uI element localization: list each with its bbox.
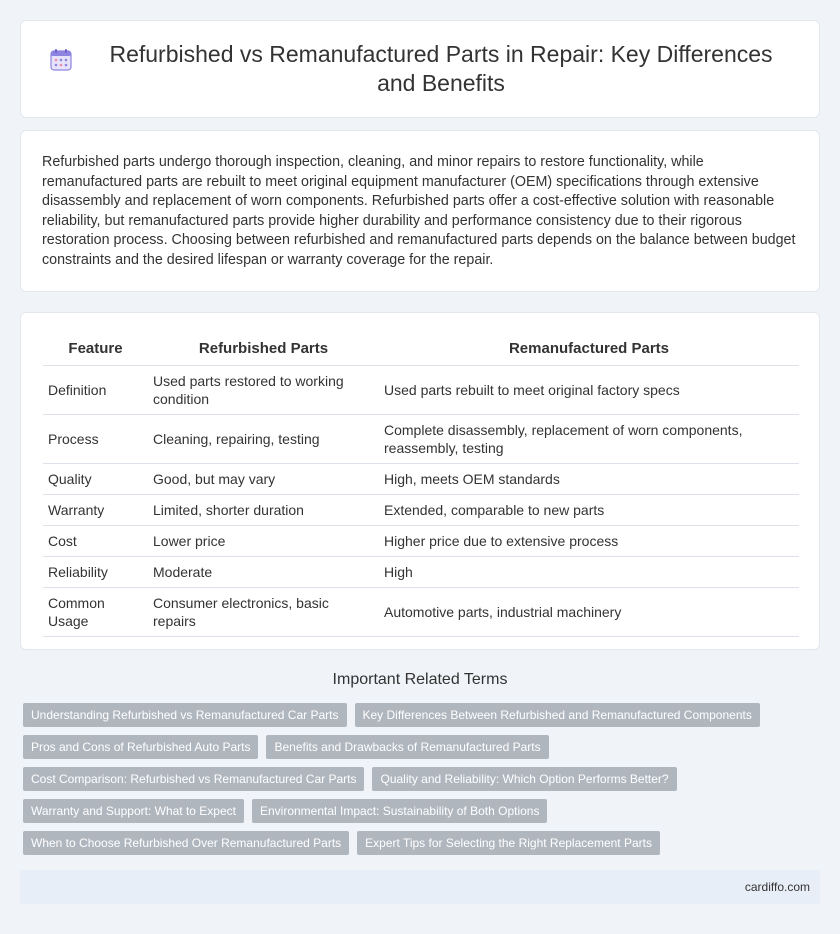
table-cell: Automotive parts, industrial machinery [379, 587, 799, 636]
table-cell: Lower price [148, 525, 379, 556]
table-cell: Warranty [43, 494, 148, 525]
intro-card [20, 130, 820, 292]
table-cell: Cleaning, repairing, testing [148, 414, 379, 463]
table-row [43, 587, 799, 636]
header-feature: Feature [43, 333, 148, 365]
calendar-icon [49, 48, 73, 72]
header-card [20, 20, 820, 118]
table-row [43, 463, 799, 494]
table-cell: Reliability [43, 556, 148, 587]
header-refurbished: Refurbished Parts [148, 333, 379, 365]
table-cell: Good, but may vary [148, 463, 379, 494]
table-row [43, 556, 799, 587]
table-cell: Complete disassembly, replacement of worn components, reassembly, testing [379, 414, 799, 463]
table-header-row [43, 333, 799, 365]
page-title: Refurbished vs Remanufactured Parts in Repair: Key Differences and Benefits [109, 41, 773, 96]
table-cell: Common Usage [43, 587, 148, 636]
related-tag[interactable]: Understanding Refurbished vs Remanufactured Car Parts [23, 703, 347, 727]
table-cell: Used parts rebuilt to meet original factory specs [379, 365, 799, 414]
intro-text: Refurbished parts undergo thorough inspection, cleaning, and minor repairs to restore functionality, while remanufactured parts are rebuilt to meet original equipment manufacturer (OEM) specifications through extensive disassembly and replacement of worn components. Refurbished parts offer a cost-effective solution with reasonable reliability, but remanufactured parts provide higher durability and performance consistency due to their rigorous restoration process. Choosing between refurbished and remanufactured parts depends on the balance between budget constraints and the desired lifespan or warranty coverage for the repair. [42, 154, 796, 268]
table-cell: Limited, shorter duration [148, 494, 379, 525]
related-terms-title: Important Related Terms [332, 671, 508, 688]
footer [20, 870, 820, 904]
related-tag[interactable]: Environmental Impact: Sustainability of Both Options [252, 799, 547, 823]
table-cell: High [379, 556, 799, 587]
related-tag[interactable]: Quality and Reliability: Which Option Performs Better? [372, 767, 676, 791]
footer-site-link[interactable]: cardiffo.com [744, 880, 810, 894]
table-row [43, 525, 799, 556]
related-tag[interactable]: Expert Tips for Selecting the Right Replacement Parts [357, 831, 660, 855]
table-row [43, 494, 799, 525]
table-cell: Quality [43, 463, 148, 494]
related-tag[interactable]: Warranty and Support: What to Expect [23, 799, 244, 823]
table-row [43, 414, 799, 463]
table-cell: Process [43, 414, 148, 463]
related-tag[interactable]: Cost Comparison: Refurbished vs Remanufactured Car Parts [23, 767, 364, 791]
comparison-table-card [20, 312, 820, 650]
table-cell: Extended, comparable to new parts [379, 494, 799, 525]
table-cell: Higher price due to extensive process [379, 525, 799, 556]
related-tag[interactable]: Pros and Cons of Refurbished Auto Parts [23, 735, 258, 759]
table-cell: Consumer electronics, basic repairs [148, 587, 379, 636]
related-tag[interactable]: Key Differences Between Refurbished and Remanufactured Components [355, 703, 760, 727]
table-cell: Cost [43, 525, 148, 556]
header-remanufactured: Remanufactured Parts [379, 333, 799, 365]
related-tag[interactable]: Benefits and Drawbacks of Remanufactured Parts [266, 735, 548, 759]
table-cell: Used parts restored to working condition [148, 365, 379, 414]
comparison-table [43, 333, 799, 637]
table-cell: High, meets OEM standards [379, 463, 799, 494]
table-row [43, 365, 799, 414]
related-tag[interactable]: When to Choose Refurbished Over Remanufactured Parts [23, 831, 349, 855]
related-terms-tags [23, 703, 823, 863]
table-cell: Moderate [148, 556, 379, 587]
table-cell: Definition [43, 365, 148, 414]
